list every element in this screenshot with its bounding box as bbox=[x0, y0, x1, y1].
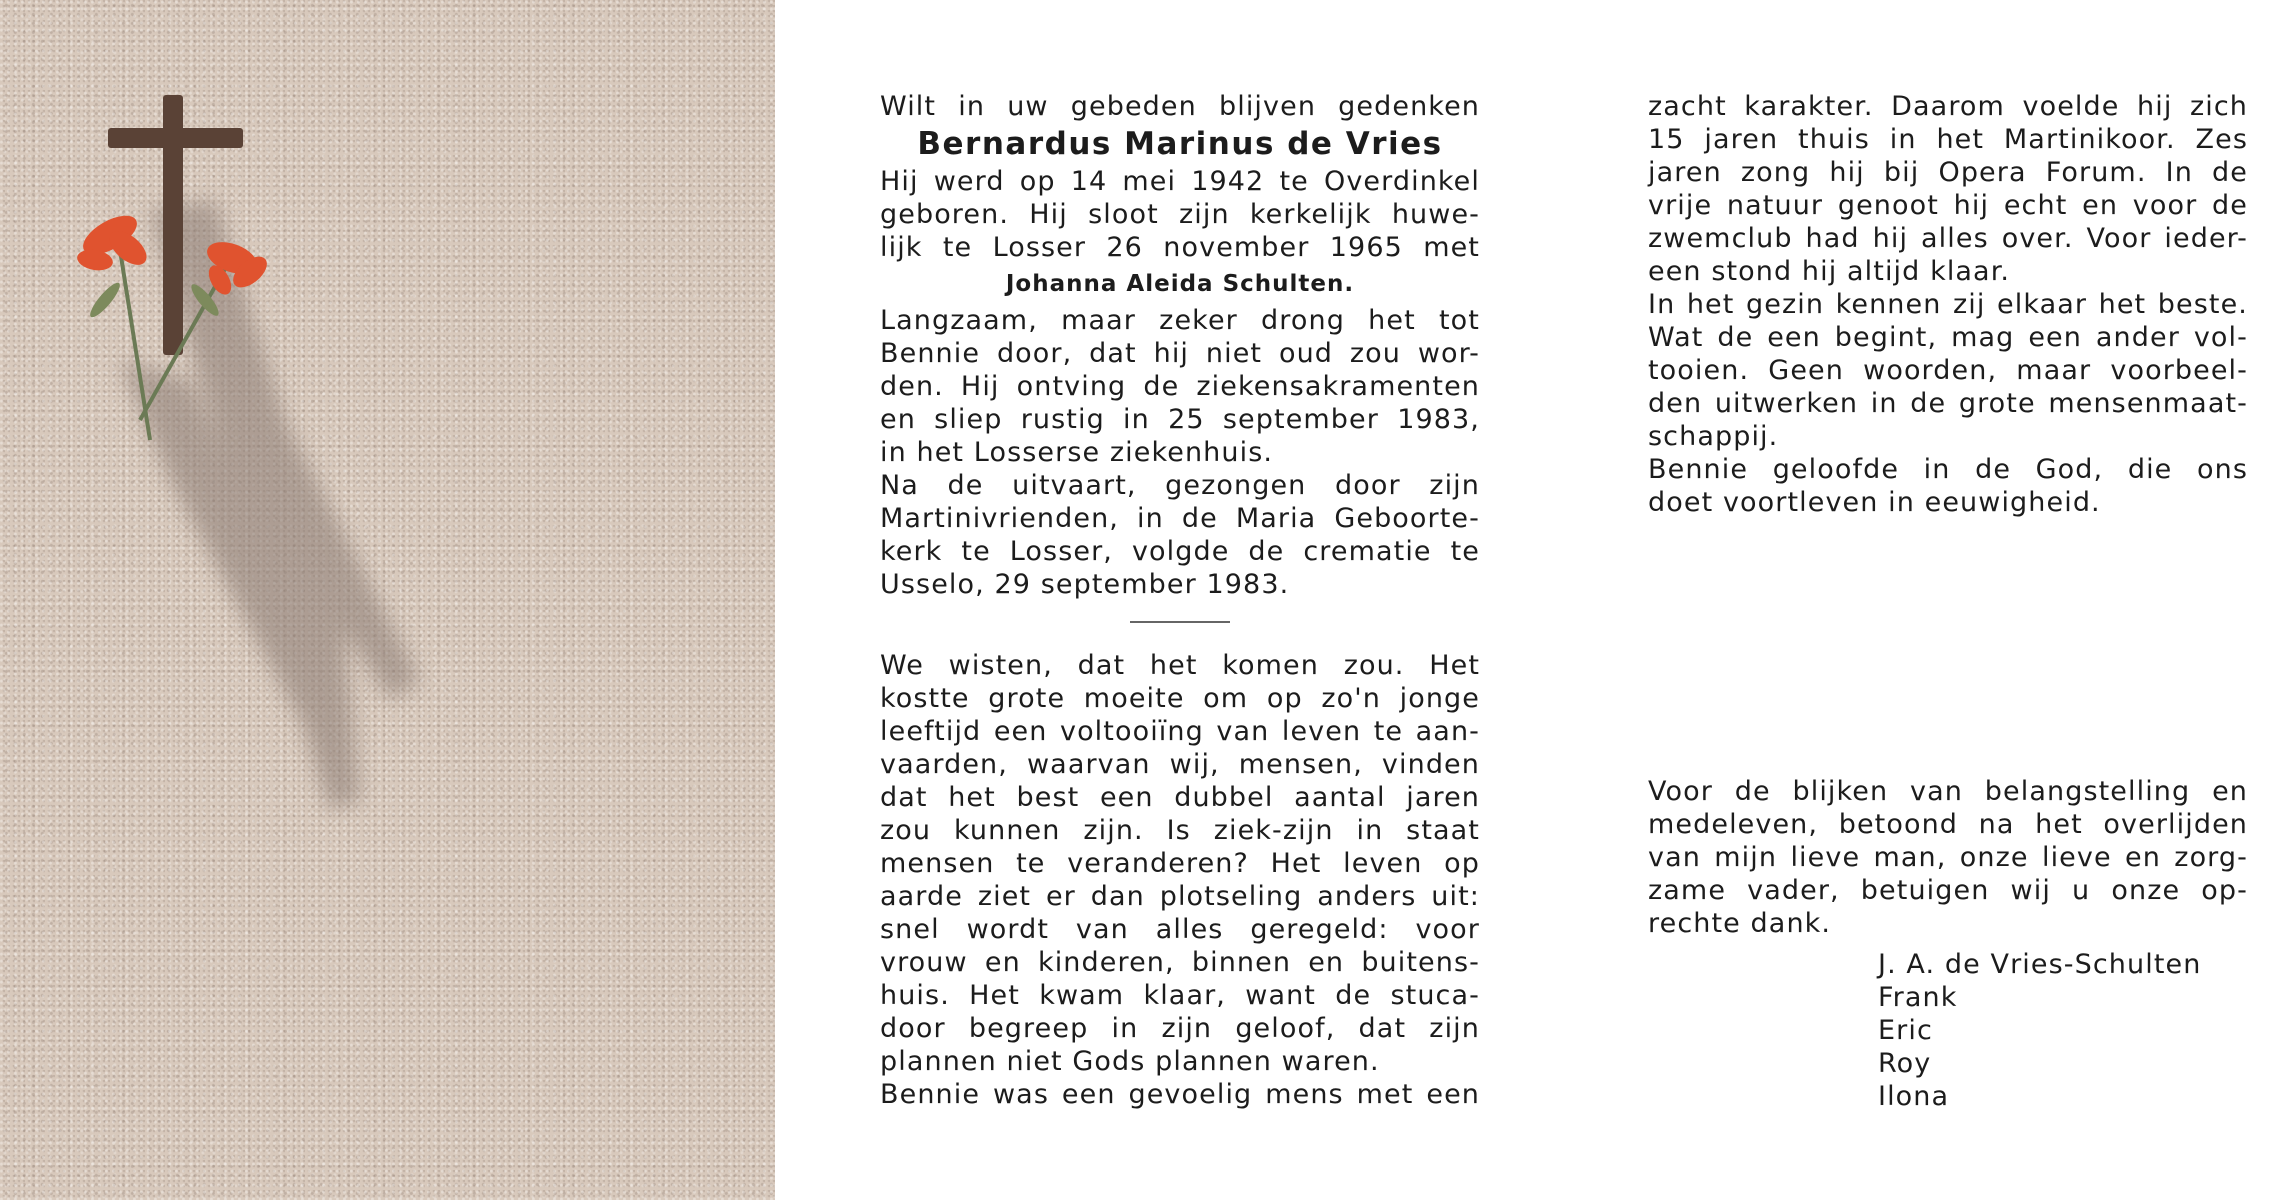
text-line: van mijn lieve man, onze lieve en zorg- bbox=[1648, 842, 2248, 873]
signatory-name: Ilona bbox=[1878, 1081, 1950, 1112]
text-line: vrouw en kinderen, binnen en buitens- bbox=[880, 947, 1480, 978]
signatories bbox=[1648, 948, 2248, 1113]
text-line: dat het best een dubbel aantal jaren bbox=[880, 782, 1480, 813]
text-line: door begreep in zijn geloof, dat zijn bbox=[880, 1013, 1480, 1044]
text-line: leeftijd een voltooiïng van leven te aan- bbox=[880, 716, 1480, 747]
text-line: kerk te Losser, volgde de crematie te bbox=[880, 536, 1480, 567]
thanks-paragraph bbox=[1648, 775, 2248, 940]
text-line: lijk te Losser 26 november 1965 met bbox=[880, 232, 1480, 263]
left-text-column bbox=[880, 90, 1480, 1111]
spouse-name: Johanna Aleida Schulten. bbox=[1005, 271, 1355, 297]
text-line: zou kunnen zijn. Is ziek-zijn in staat bbox=[880, 815, 1480, 846]
divider bbox=[1130, 621, 1230, 623]
text-line: tooien. Geen woorden, maar voorbeel- bbox=[1648, 355, 2248, 386]
text-line: Usselo, 29 september 1983. bbox=[880, 569, 1290, 600]
text-line: doet voortleven in eeuwigheid. bbox=[1648, 487, 2101, 518]
signatory-name: J. A. de Vries-Schulten bbox=[1878, 949, 2202, 980]
text-line: Bennie door, dat hij niet oud zou wor- bbox=[880, 338, 1480, 369]
text-line: We wisten, dat het komen zou. Het bbox=[880, 650, 1480, 681]
text-line: In het gezin kennen zij elkaar het beste. bbox=[1648, 289, 2248, 320]
intro-line: Wilt in uw gebeden blijven gedenken bbox=[880, 91, 1480, 122]
text-line: mensen te veranderen? Het leven op bbox=[880, 848, 1480, 879]
text-line: vrije natuur genoot hij echt en voor de bbox=[1648, 190, 2248, 221]
signatory-name: Roy bbox=[1878, 1048, 1932, 1079]
text-line: schappij. bbox=[1648, 421, 1779, 452]
text-line: huis. Het kwam klaar, want de stuca- bbox=[880, 980, 1480, 1011]
text-line: den. Hij ontving de ziekensakramenten bbox=[880, 371, 1480, 402]
text-line: aarde ziet er dan plotseling anders uit: bbox=[880, 881, 1480, 912]
text-line: in het Losserse ziekenhuis. bbox=[880, 437, 1274, 468]
signatory-name: Eric bbox=[1878, 1015, 1933, 1046]
text-line: Langzaam, maar zeker drong het tot bbox=[880, 305, 1480, 336]
reflection-paragraph bbox=[880, 649, 1480, 1111]
signatory-name: Frank bbox=[1878, 982, 1958, 1013]
text-line: Martinivrienden, in de Maria Geboorte- bbox=[880, 503, 1480, 534]
text-line: geboren. Hij sloot zijn kerkelijk huwe- bbox=[880, 199, 1480, 230]
text-line: kostte grote moeite om op zo'n jonge bbox=[880, 683, 1480, 714]
text-line: Voor de blijken van belangstelling en bbox=[1648, 776, 2248, 807]
text-line: zame vader, betuigen wij u onze op- bbox=[1648, 875, 2248, 906]
memorial-photo bbox=[0, 0, 775, 1200]
text-line: plannen niet Gods plannen waren. bbox=[880, 1046, 1380, 1077]
text-line: een stond hij altijd klaar. bbox=[1648, 256, 2011, 287]
text-line: Hij werd op 14 mei 1942 te Overdinkel bbox=[880, 166, 1480, 197]
text-line: medeleven, betoond na het overlijden bbox=[1648, 809, 2248, 840]
text-line: Wat de een begint, mag een ander vol- bbox=[1648, 322, 2248, 353]
text-line: snel wordt van alles geregeld: voor bbox=[880, 914, 1480, 945]
text-line: en sliep rustig in 25 september 1983, bbox=[880, 404, 1480, 435]
text-line: zacht karakter. Daarom voelde hij zich bbox=[1648, 91, 2248, 122]
text-line: rechte dank. bbox=[1648, 908, 1832, 939]
text-line: Bennie geloofde in de God, die ons bbox=[1648, 454, 2248, 485]
text-line: vaarden, waarvan wij, mensen, vinden bbox=[880, 749, 1480, 780]
character-paragraph bbox=[1648, 90, 2248, 519]
text-line: jaren zong hij bij Opera Forum. In de bbox=[1648, 157, 2248, 188]
deceased-name: Bernardus Marinus de Vries bbox=[917, 126, 1443, 162]
text-line: den uitwerken in de grote mensenmaat- bbox=[1648, 388, 2248, 419]
text-line: 15 jaren thuis in het Martinikoor. Zes bbox=[1648, 124, 2248, 155]
cross-with-flowers-illustration bbox=[0, 0, 775, 1200]
death-paragraph bbox=[880, 304, 1480, 601]
birth-paragraph bbox=[880, 165, 1480, 264]
right-text-column bbox=[1648, 90, 2248, 1113]
text-line: zwemclub had hij alles over. Voor ieder- bbox=[1648, 223, 2248, 254]
text-line: Bennie was een gevoelig mens met een bbox=[880, 1079, 1480, 1110]
text-line: Na de uitvaart, gezongen door zijn bbox=[880, 470, 1480, 501]
